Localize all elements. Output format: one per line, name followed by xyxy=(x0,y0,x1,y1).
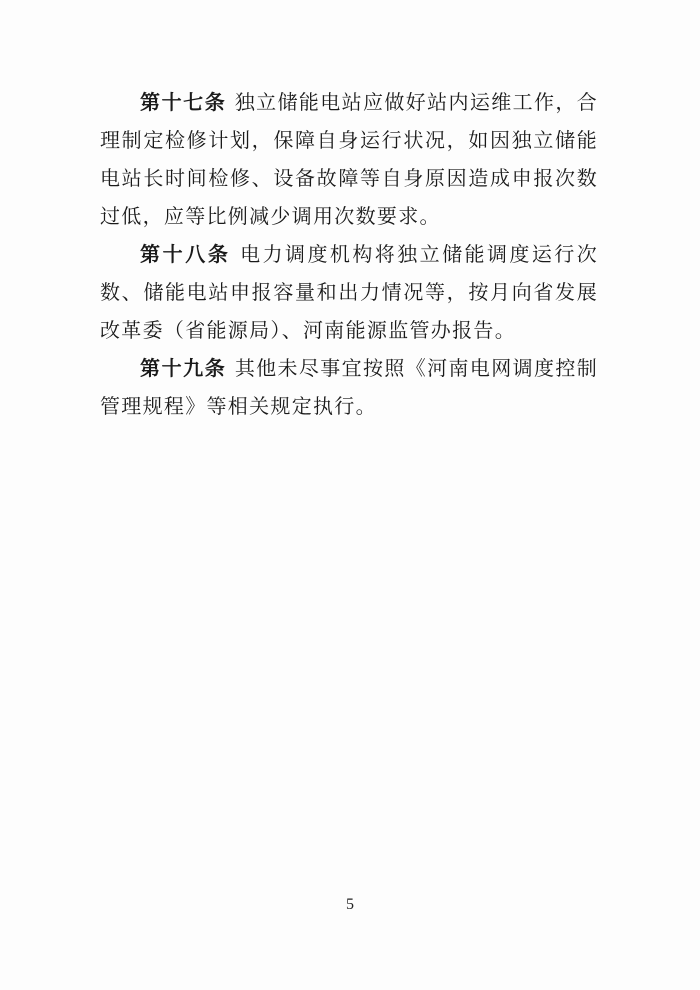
document-body xyxy=(100,83,598,425)
article-17 xyxy=(100,83,598,235)
page-number: 5 xyxy=(346,896,354,913)
article-17-text: 独立储能电站应做好站内运维工作，合理制定检修计划，保障自身运行状况，如因独立储能电站长时间检修、设备故障等自身原因造成申报次数过低，应等比例减少调用次数要求。 xyxy=(100,90,598,228)
article-18-text: 电力调度机构将独立储能调度运行次数、储能电站申报容量和出力情况等，按月向省发展改革委（省能源局）、河南能源监管办报告。 xyxy=(100,242,598,342)
article-18-number: 第十八条 xyxy=(140,242,231,266)
article-19-number: 第十九条 xyxy=(140,356,227,380)
article-19-text: 其他未尽事宜按照《河南电网调度控制管理规程》等相关规定执行。 xyxy=(100,356,598,418)
article-19 xyxy=(100,349,598,425)
article-17-number: 第十七条 xyxy=(140,90,227,114)
article-18 xyxy=(100,235,598,349)
